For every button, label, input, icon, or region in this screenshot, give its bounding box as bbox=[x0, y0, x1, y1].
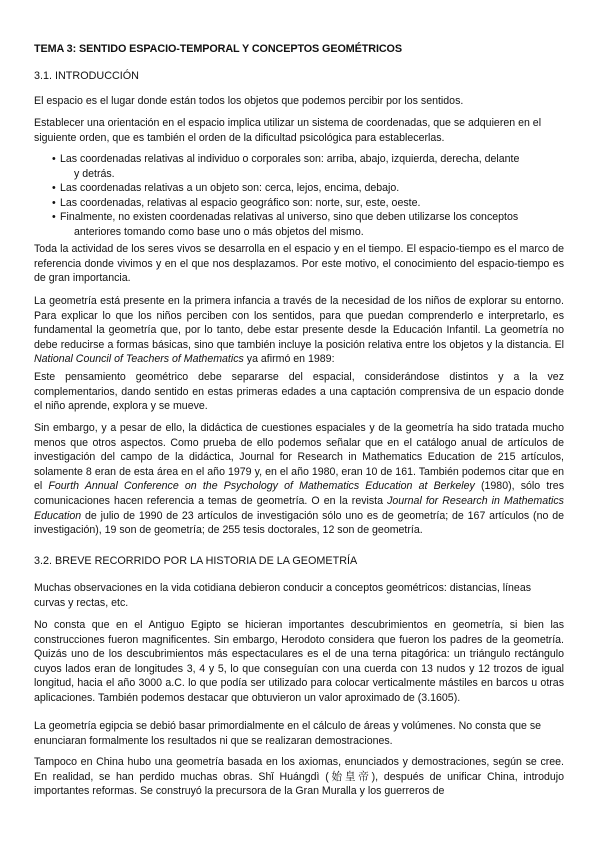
paragraph-egipto: No consta que en el Antiguo Egipto se hicieran importantes descubrimientos en geometría, si bien las construcciones fueron magnificentes. Sin embargo, Herodoto considera que fueron los padres de la geometría. Quizás uno de los descubrimientos más espectaculares es el de una terna pitagórica: un triángulo rectángulo cuyos lados eran de longitudes 3, 4 y 5, lo que conseguían con una cuerda con 13 nudos y 12 trozos de igual longitud, hacia el año 3000 a.C. lo que podía ser utilizado para colocar verticalmente mástiles en barcos u otras aplicaciones. También podemos destacar que obtuvieron un valor aproximado de (3.1605). bbox=[34, 619, 564, 704]
bullet-icon: • bbox=[52, 196, 56, 209]
coordinates-list bbox=[34, 152, 564, 240]
bullet-icon: • bbox=[52, 182, 56, 195]
paragraph-orientacion: Establecer una orientación en el espacio implica utilizar un sistema de coordenadas, que se adquieren en el siguiente orden, que es también el orden de la dificultad psicológica para establecerlas. bbox=[34, 117, 542, 144]
bullet-icon: • bbox=[52, 211, 56, 224]
section-heading-introduccion: 3.1. INTRODUCCIÓN bbox=[34, 70, 139, 82]
paragraph-actividad: Toda la actividad de los seres vivos se desarrolla en el espacio y en el tiempo. El espacio-tiempo es el marco de referencia donde vivimos y en el que nos desplazamos. Por este motivo, el conocimiento del espacio-tiempo es de gran importancia. bbox=[34, 243, 564, 285]
document-title: TEMA 3: SENTIDO ESPACIO-TEMPORAL Y CONCEPTOS GEOMÉTRICOS bbox=[34, 43, 402, 55]
paragraph-didactica: Sin embargo, y a pesar de ello, la didáctica de cuestiones espaciales y de la geometría ha sido tratada mucho menos que otros aspectos. Como prueba de ello podemos señalar que en el catálogo anual de artículos de investigación del campo de la didáctica, Journal for Research in Mathematics Education de 215 artículos, solamente 8 eran de esta área en el año 1979 y, en el año 1980, eran 10 de 161. También podemos citar que en el Fourth Annual Conference on the Psychology of Mathematics Education at Berkeley (1980), sólo tres comunicaciones hacen referencia a temas de geometría. O en la revista Journal for Research in Mathematics Education de julio de 1990 de 23 artículos de investigación sólo uno es de geometría; de 167 artículos (no de investigación), 19 son de geometría; de 255 tesis doctorales, 12 son de geometría. bbox=[34, 422, 564, 537]
paragraph-observaciones: Muchas observaciones en la vida cotidiana debieron conducir a conceptos geométricos: distancias, líneas curvas y rectas, etc. bbox=[34, 582, 532, 609]
paragraph-geometria-infancia: La geometría está presente en la primera infancia a través de la necesidad de los niños de explorar su entorno. Para explicar lo que los niños perciben con los sentidos, para que puedan comprenderlo e interpretarlo, es fundamental la geometría que, por lo tanto, debe estar presente desde la Educación Infantil. La geometría no debe reducirse a formas básicas, sino que también incluye la posición relativa entre los objetos y la distancia. El National Council of Teachers of Mathematics ya afirmó en 1989: bbox=[34, 295, 564, 366]
paragraph-pensamiento: Este pensamiento geométrico debe separarse del espacial, considerándose distintos y a la vez complementarios, dando sentido en estas primeras edades a una captación comprensiva de un espacio donde el niño aprende, explora y se mueve. bbox=[34, 371, 564, 413]
list-item: • Las coordenadas, relativas al espacio geográfico son: norte, sur, este, oeste. bbox=[52, 196, 421, 209]
paragraph-china: Tampoco en China hubo una geometría basada en los axiomas, enunciados y demostraciones, según se cree. En realidad, se han perdido muchas obras. Shǐ Huángdì (始皇帝), después de unificar China, introdujo importantes reformas. Se construyó la precursora de la Gran Muralla y los guerreros de bbox=[34, 756, 564, 798]
bullet-icon: • bbox=[52, 153, 56, 165]
section-heading-historia: 3.2. BREVE RECORRIDO POR LA HISTORIA DE LA GEOMETRÍA bbox=[34, 555, 358, 567]
list-item: • Las coordenadas relativas a un objeto son: cerca, lejos, encima, debajo. bbox=[52, 182, 400, 195]
paragraph-espacio: El espacio es el lugar donde están todos los objetos que podemos percibir por los sentidos. bbox=[34, 95, 464, 107]
list-item: • Finalmente, no existen coordenadas relativas al universo, sino que deben utilizarse los conceptos anteriores tomando como base uno o más objetos del mismo. bbox=[52, 211, 519, 238]
paragraph-geometria-egipcia: La geometría egipcia se debió basar primordialmente en el cálculo de áreas y volúmenes. No consta que se enunciaran formalmente los resultados ni que se realizaran demostraciones. bbox=[34, 720, 542, 747]
list-item: • Las coordenadas relativas al individuo o corporales son: arriba, abajo, izquierda, derecha, delante y detrás. bbox=[52, 153, 520, 180]
